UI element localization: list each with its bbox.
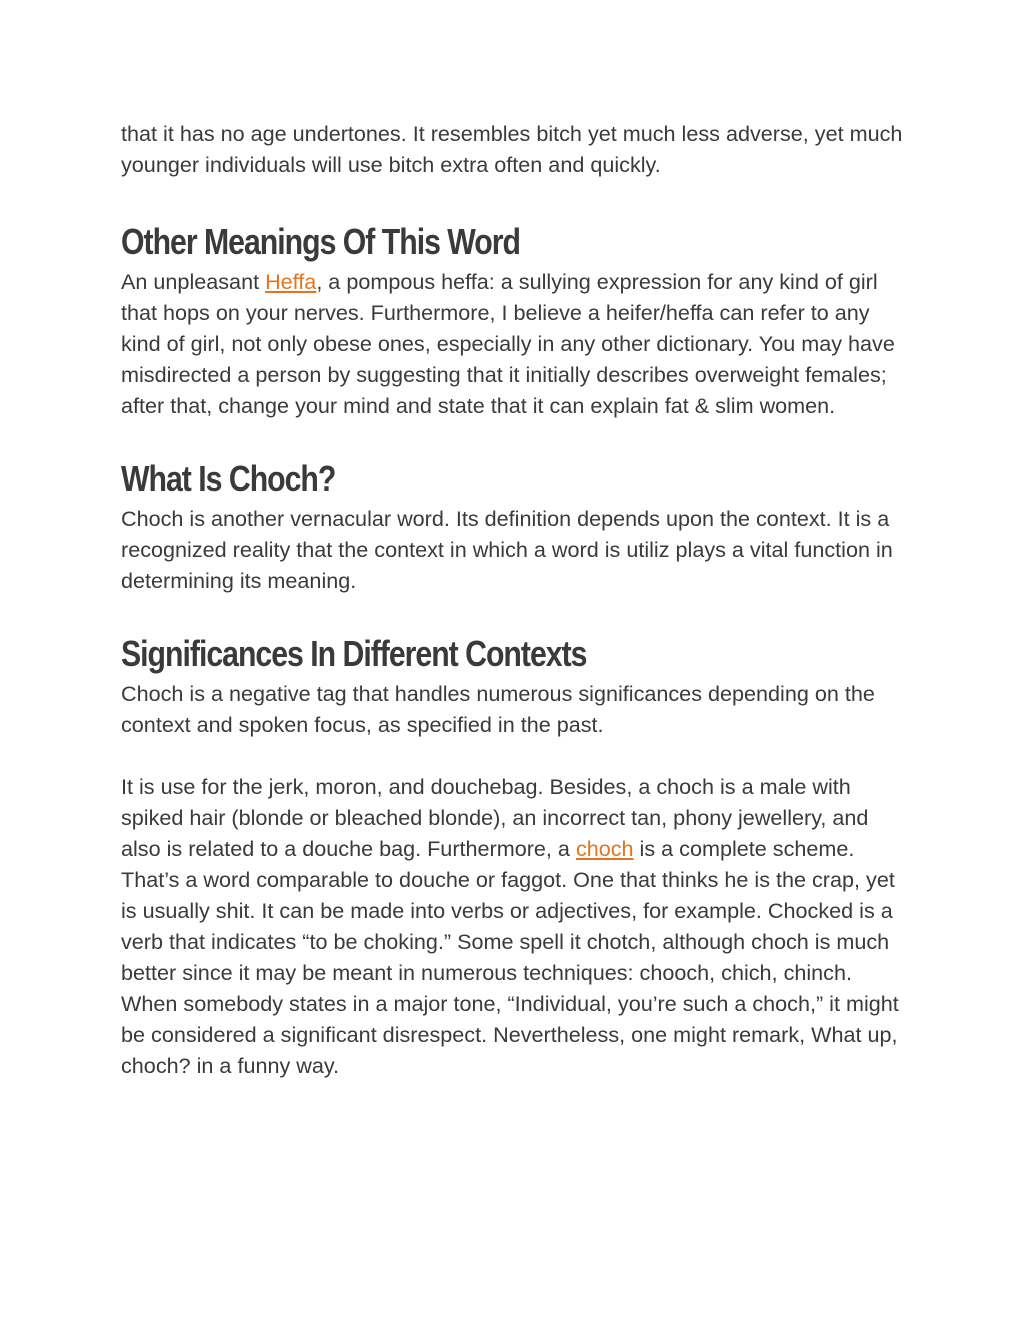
heading-other-meanings: Other Meanings Of This Word (121, 221, 520, 262)
article-body (121, 118, 911, 1081)
heffa-link[interactable]: Heffa (265, 269, 317, 294)
significances-paragraph-2 (121, 771, 911, 1081)
other-meanings-paragraph (121, 266, 911, 421)
significances-text-end: is a complete scheme. That’s a word comparable to douche or faggot. One that thinks he is the crap, yet is usually shit. It can be made into verbs or adjectives, for example. Chocked is a verb that indicates “to be choking.” Some spell it chotch, although choch is much better since it may be meant in numerous techniques: chooch, chich, chinch. When somebody states in a major tone, “Individual, you’re such a choch,” it might be considered a significant disrespect. Nevertheless, one might remark, What up, choch? in a funny way. (121, 836, 899, 1078)
heading-significances: Significances In Different Contexts (121, 633, 587, 674)
other-meanings-text-start: An unpleasant (121, 269, 266, 294)
significances-text-start: It is use for the jerk, moron, and douchebag. Besides, a choch is a male with spiked hair (blonde or bleached blonde), an incorrect tan, phony jewellery, and also is related to a douche bag. Furthermore, a (121, 774, 869, 861)
intro-paragraph: that it has no age undertones. It resembles bitch yet much less adverse, yet much younger individuals will use bitch extra often and quickly. (121, 121, 903, 177)
choch-link[interactable]: choch (575, 836, 634, 861)
significances-paragraph-1: Choch is a negative tag that handles numerous significances depending on the context and spoken focus, as specified in the past. (121, 681, 875, 737)
what-is-choch-paragraph: Choch is another vernacular word. Its definition depends upon the context. It is a recognized reality that the context in which a word is utiliz plays a vital function in determining its meaning. (121, 506, 893, 593)
heading-what-is-choch: What Is Choch? (121, 458, 336, 499)
other-meanings-text-end: , a pompous heffa: a sullying expression for any kind of girl that hops on your nerves. Furthermore, I believe a heifer/heffa can refer to any kind of girl, not only obese ones, especially in any other dictionary. You may have misdirected a person by suggesting that it initially describes overweight females; after that, change your mind and state that it can explain fat & slim women. (121, 269, 895, 418)
